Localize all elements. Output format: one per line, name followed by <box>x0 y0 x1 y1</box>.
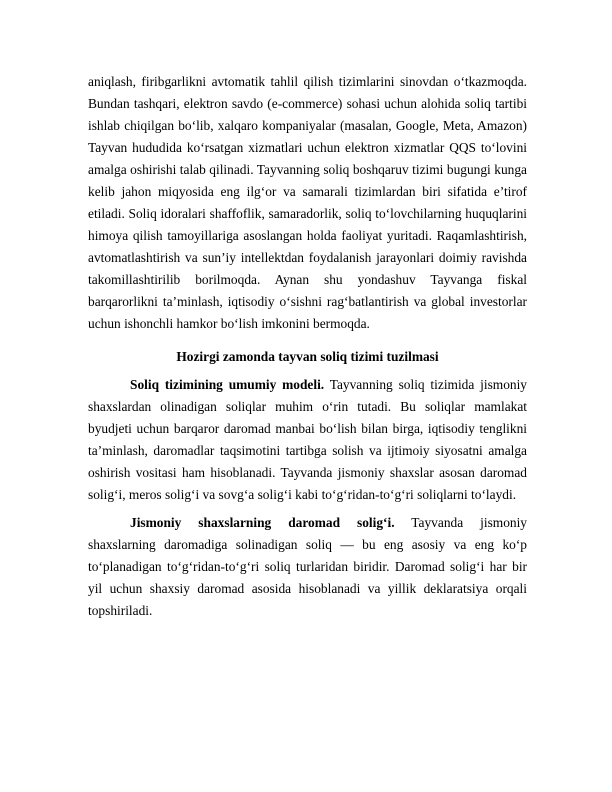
paragraph-text-general-model: Tayvanning soliq tizimida jismoniy shaxslardan olinadigan soliqlar muhim o‘rin tutadi. Bu soliqlar mamlakat byudjeti uchun barqaror daromad manbai bo‘lish bilan birga, iqtisodiy tenglikni ta’minlash, daromadlar taqsimotini tartibga solish va ijtimoiy siyosatni amalga oshirish vositasi ham hisoblanadi. Tayvanda jismoniy shaxslar asosan daromad solig‘i, meros solig‘i va sovg‘a solig‘i kabi to‘g‘ridan-to‘g‘ri soliqlarni to‘laydi. <box>88 377 527 502</box>
paragraph-text-income-tax: Tayvanda jismoniy shaxslarning daromadiga solinadigan soliq — bu eng asosiy va eng ko‘p to‘planadigan to‘g‘ridan-to‘g‘ri soliq turlaridan biridir. Daromad solig‘i har bir yil uchun shaxsiy daromad asosida hisoblanadi va yillik deklaratsiya orqali topshiriladi. <box>88 515 527 618</box>
section-heading: Hozirgi zamonda tayvan soliq tizimi tuzilmasi <box>176 349 439 364</box>
paragraph-lead-general-model: Soliq tizimining umumiy modeli. <box>130 377 325 392</box>
document-body <box>88 71 527 622</box>
paragraph-general-model <box>88 374 527 506</box>
paragraph-income-tax <box>88 512 527 622</box>
paragraph-continuation: aniqlash, firibgarlikni avtomatik tahlil qilish tizimlarini sinovdan o‘tkazmoqda. Bundan tashqari, elektron savdo (e-commerce) sohasi uchun alohida soliq tartibi ishlab chiqilgan bo‘lib, xalqaro kompaniyalar (masalan, Google, Meta, Amazon) Tayvan hududida ko‘rsatgan xizmatlari uchun elektron xizmatlar QQS to‘lovini amalga oshirishi talab qilinadi. Tayvanning soliq boshqaruv tizimi bugungi kunga kelib jahon miqyosida eng ilg‘or va samarali tizimlardan biri sifatida e’tirof etiladi. Soliq idoralari shaffoflik, samaradorlik, soliq to‘lovchilarning huquqlarini himoya qilish tamoyillariga asoslangan holda faoliyat yuritadi. Raqamlashtirish, avtomatlashtirish va sun’iy intellektdan foydalanish jarayonlari doimiy ravishda takomillashtirilib borilmoqda. Aynan shu yondashuv Tayvanga fiskal barqarorlikni ta’minlash, iqtisodiy o‘sishni rag‘batlantirish va global investorlar uchun ishonchli hamkor bo‘lish imkonini bermoqda. <box>88 74 527 331</box>
paragraph-lead-income-tax: Jismoniy shaxslarning daromad solig‘i. <box>130 515 395 530</box>
